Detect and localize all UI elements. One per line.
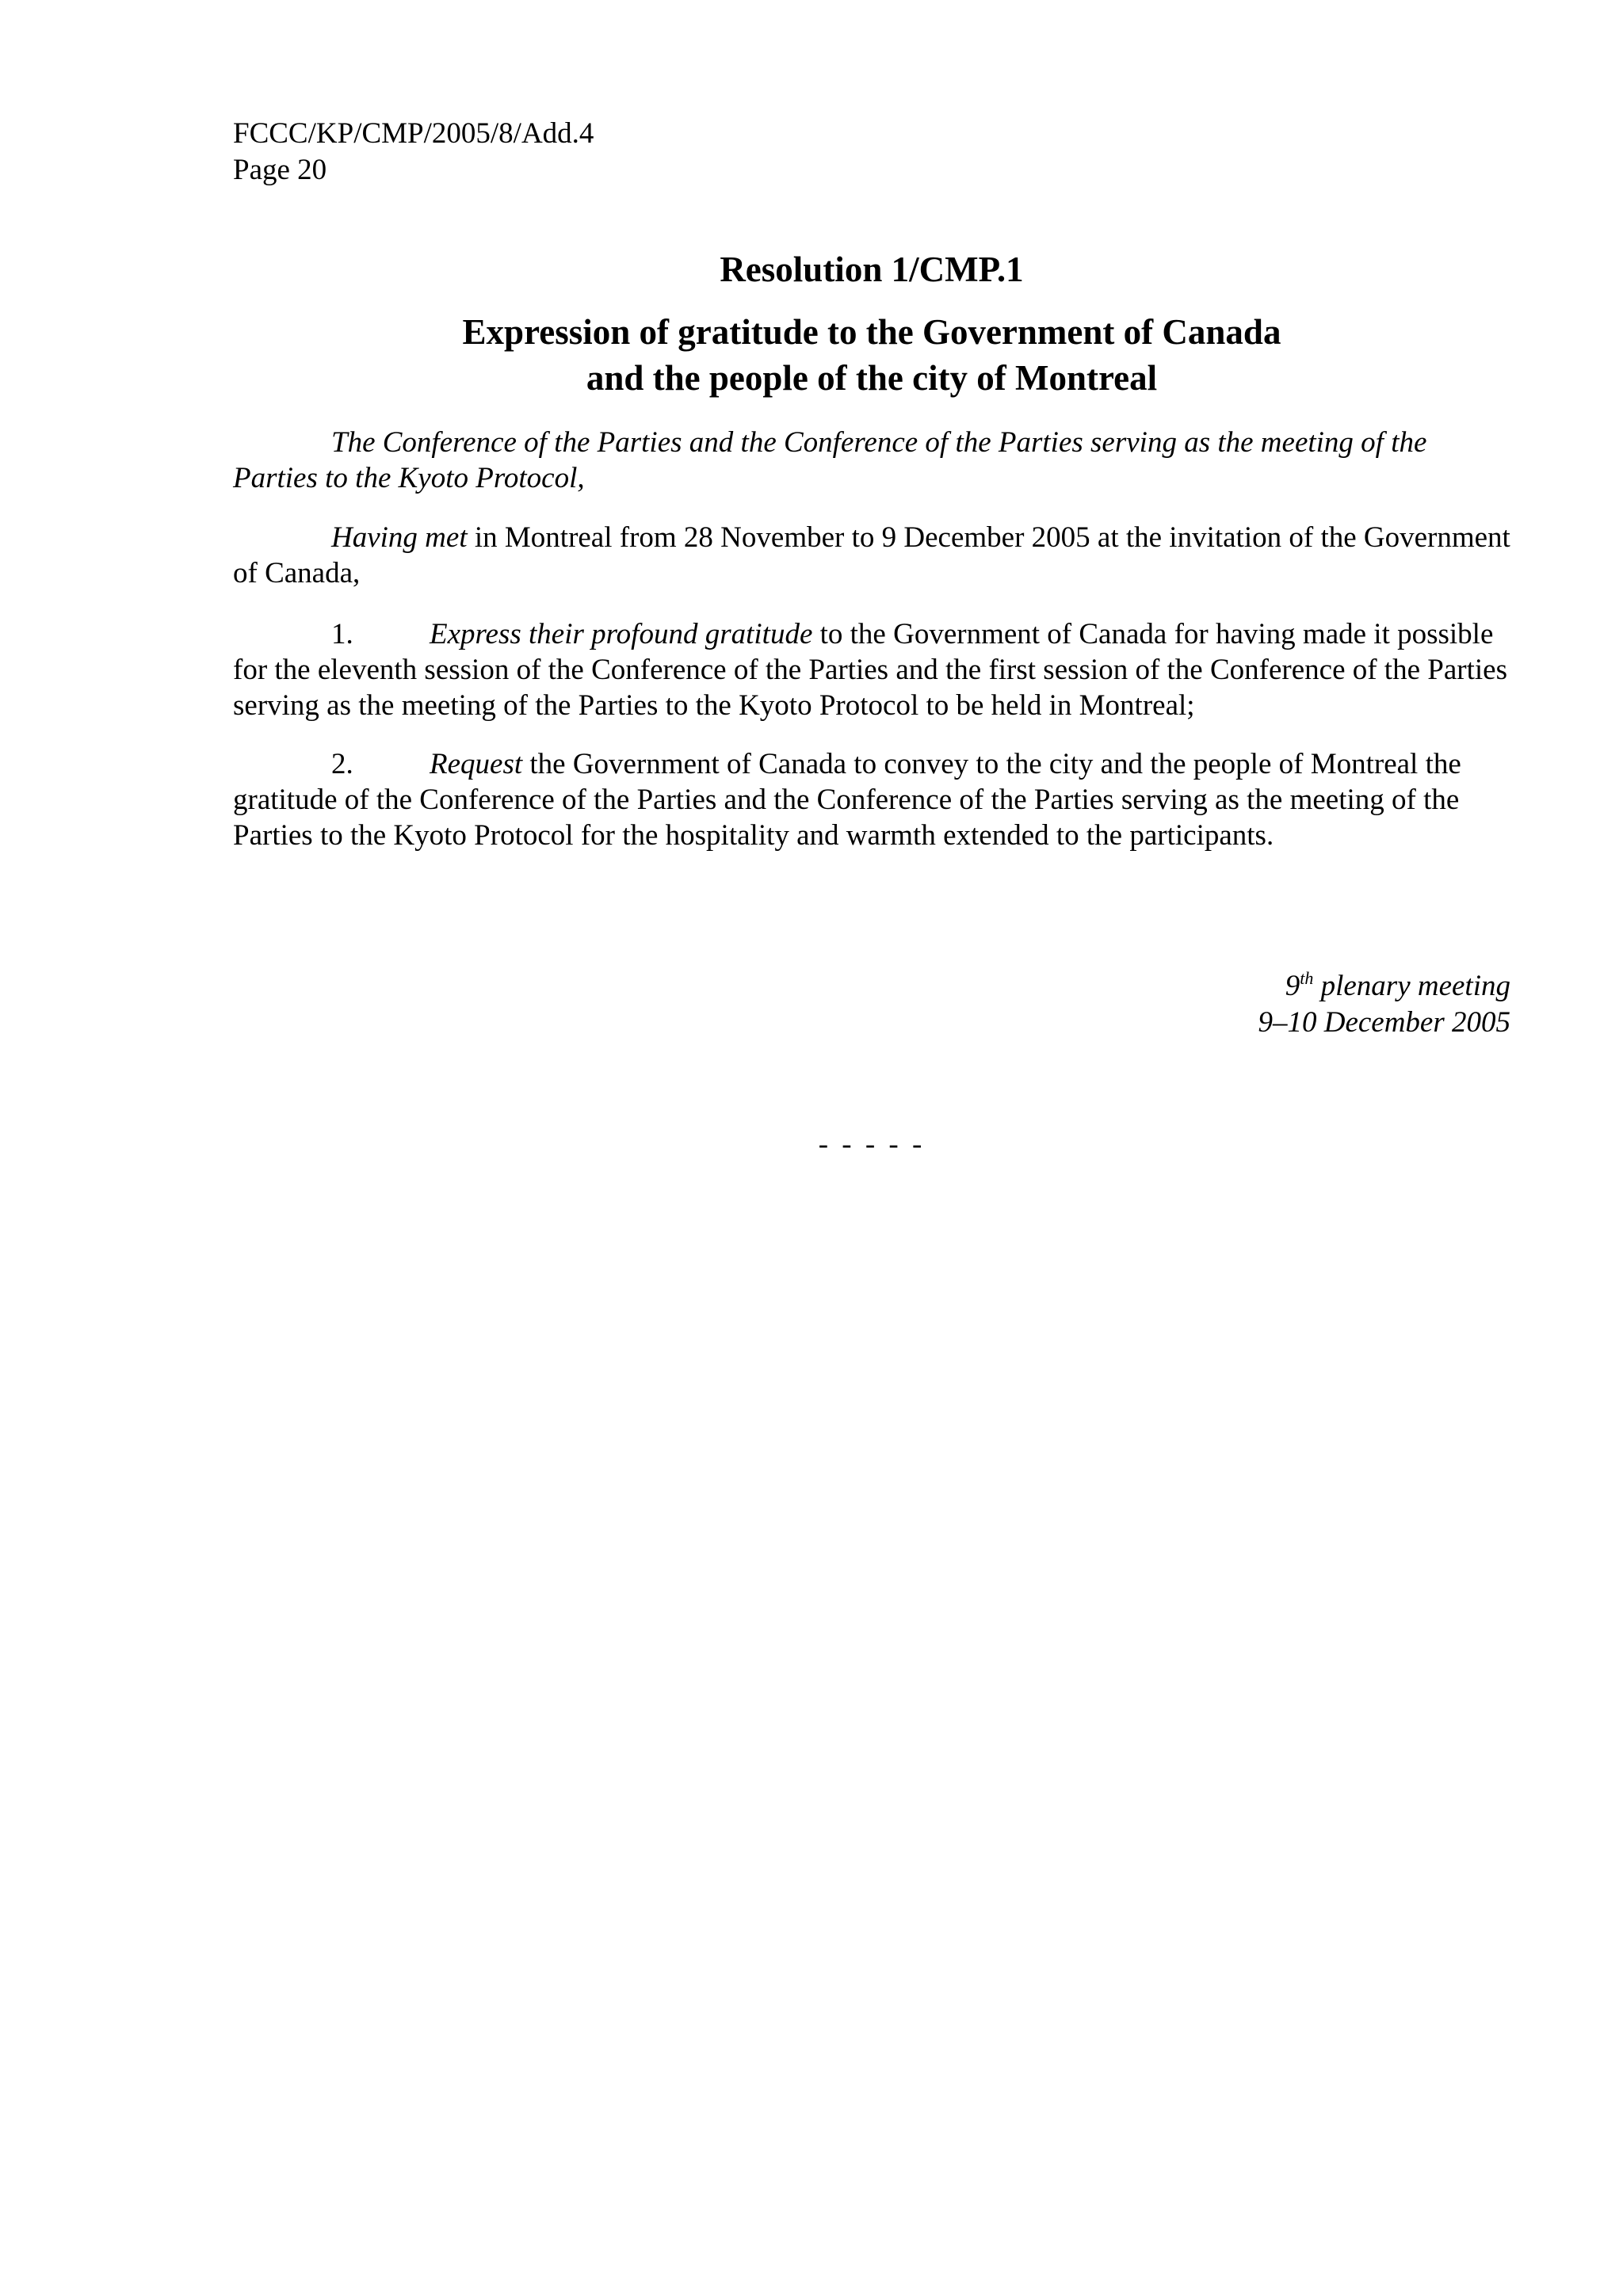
meeting-label: plenary meeting [1313, 970, 1510, 1002]
paragraph-number-2: 2. [331, 748, 353, 780]
having-met-paragraph [233, 520, 1510, 591]
document-symbol: FCCC/KP/CMP/2005/8/Add.4 [233, 117, 594, 150]
having-met-text: in Montreal from 28 November to 9 December 2005 at the invitation of the Government of Canada, [233, 521, 1510, 589]
paragraph-1-lead: Express their profound gratitude [430, 618, 813, 650]
operative-paragraph-1 [233, 616, 1510, 723]
paragraph-2-text: the Government of Canada to convey to the city and the people of Montreal the gratitude of the Conference of the Parties and the Conference of the Parties serving as the meeting of the Parties to the Kyoto Protocol for the hospitality and warmth extended to the participants. [233, 748, 1461, 852]
preamble-text: The Conference of the Parties and the Conference of the Parties serving as the meeting of the Parties to the Kyoto Protocol, [233, 426, 1427, 494]
paragraph-number-1: 1. [331, 618, 353, 650]
meeting-number: 9 [1285, 970, 1300, 1002]
plenary-meeting-line [233, 968, 1510, 1005]
paragraph-1-text: to the Government of Canada for having made it possible for the eleventh session of the Conference of the Parties and the first session of the Conference of the Parties serving as the meeting of the Parties to the Kyoto Protocol to be held in Montreal; [233, 618, 1507, 722]
resolution-title: Resolution 1/CMP.1 [720, 250, 1024, 289]
resolution-subtitle-line-1: Expression of gratitude to the Government of Canada [462, 312, 1281, 352]
meeting-info [233, 968, 1510, 1041]
having-met-lead: Having met [331, 521, 468, 554]
end-of-document-mark: - - - - - [818, 1128, 926, 1161]
resolution-subtitle-line-2: and the people of the city of Montreal [586, 358, 1158, 398]
page-number: Page 20 [233, 154, 327, 186]
operative-paragraph-2 [233, 746, 1510, 853]
document-header [233, 116, 594, 189]
meeting-date: 9–10 December 2005 [1258, 1006, 1510, 1039]
paragraph-2-lead: Request [430, 748, 523, 780]
meeting-ordinal-suffix: th [1300, 968, 1314, 988]
preamble-paragraph [233, 425, 1510, 496]
resolution-subtitle [233, 309, 1510, 401]
